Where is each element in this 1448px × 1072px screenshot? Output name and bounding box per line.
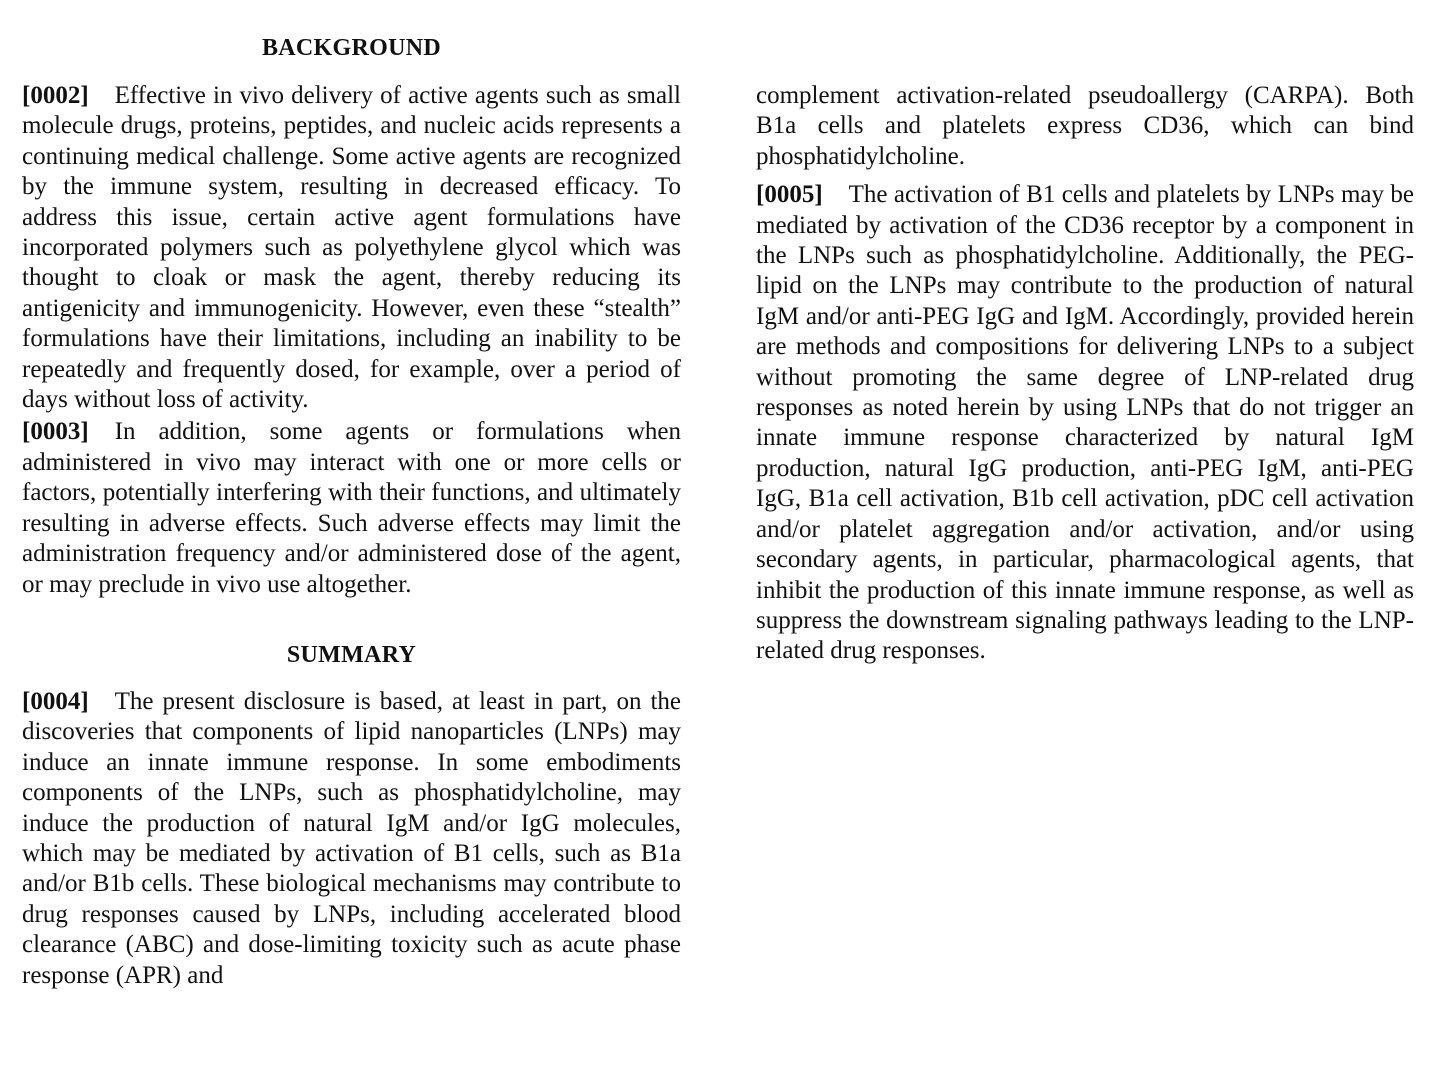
paragraph-text: In addition, some agents or formulations when administered in vivo may interact with one or more cells or factors, potentially interfering with their functions, and ultimately resulting in adverse effects. Such adverse effects may limit the administration frequency and/or administered dose of the agent, or may preclude in vivo use altogether. [22,418,681,598]
paragraph-number: [0003] [22,418,89,446]
paragraph-number: [0004] [22,687,89,715]
paragraph-number: [0005] [756,181,823,209]
paragraph-text: The present disclosure is based, at least in part, on the discoveries that components of lipid nanoparticles (LNPs) may induce an innate immune response. In some embodiments components of the LNPs, such as phosphatidylcholine, may induce the production of natural IgM and/or IgG molecules, which may be mediated by activation of B1 cells, such as B1a and/or B1b cells. These biological mechanisms may contribute to drug responses caused by LNPs, including accelerated blood clearance (ABC) and dose-limiting toxicity such as acute phase response (APR) and [22,687,681,989]
paragraph-0003 [22,417,681,599]
paragraph-0004 [22,687,681,991]
background-heading: BACKGROUND [261,35,441,61]
paragraph-text: The activation of B1 cells and platelets by LNPs may be mediated by activation of the CD36 receptor by a component in the LNPs such as phosphatidylcholine. Additionally, the PEG-lipid on the LNPs may contribute to the production of natural IgM and/or anti-PEG IgG and IgM. Accordingly, provided herein are methods and compositions for delivering LNPs to a subject without promoting the same degree of LNP-related drug responses as noted herein by using LNPs that do not trigger an innate immune response characterized by natural IgM production, natural IgG production, anti-PEG IgM, anti-PEG IgG, B1a cell activation, B1b cell activation, pDC cell activation and/or platelet aggregation and/or activation, and/or using secondary agents, in particular, pharmacological agents, that inhibit the production of this innate immune response, as well as suppress the downstream signaling pathways leading to the LNP-related drug responses. [756,181,1414,665]
left-column [22,0,681,991]
paragraph-text: Effective in vivo delivery of active agents such as small molecule drugs, proteins, peptides, and nucleic acids represents a continuing medical challenge. Some active agents are recognized by the immune system, resulting in decreased efficacy. To address this issue, certain active agent formulations have incorporated polymers such as polyethylene glycol which was thought to cloak or mask the agent, thereby reducing its antigenicity and immunogenicity. However, even these “stealth” formulations have their limitations, including an inability to be repeatedly and frequently dosed, for example, over a period of days without loss of activity. [22,82,681,414]
paragraph-0002 [22,81,681,415]
paragraph-0005 [756,180,1414,667]
right-column [756,0,1414,667]
paragraph-0004-continued: complement activation-related pseudoallergy (CARPA). Both B1a cells and platelets express CD36, which can bind phosphatidylcholine. [756,82,1414,170]
paragraph-number: [0002] [22,82,89,109]
summary-heading: SUMMARY [286,641,417,668]
